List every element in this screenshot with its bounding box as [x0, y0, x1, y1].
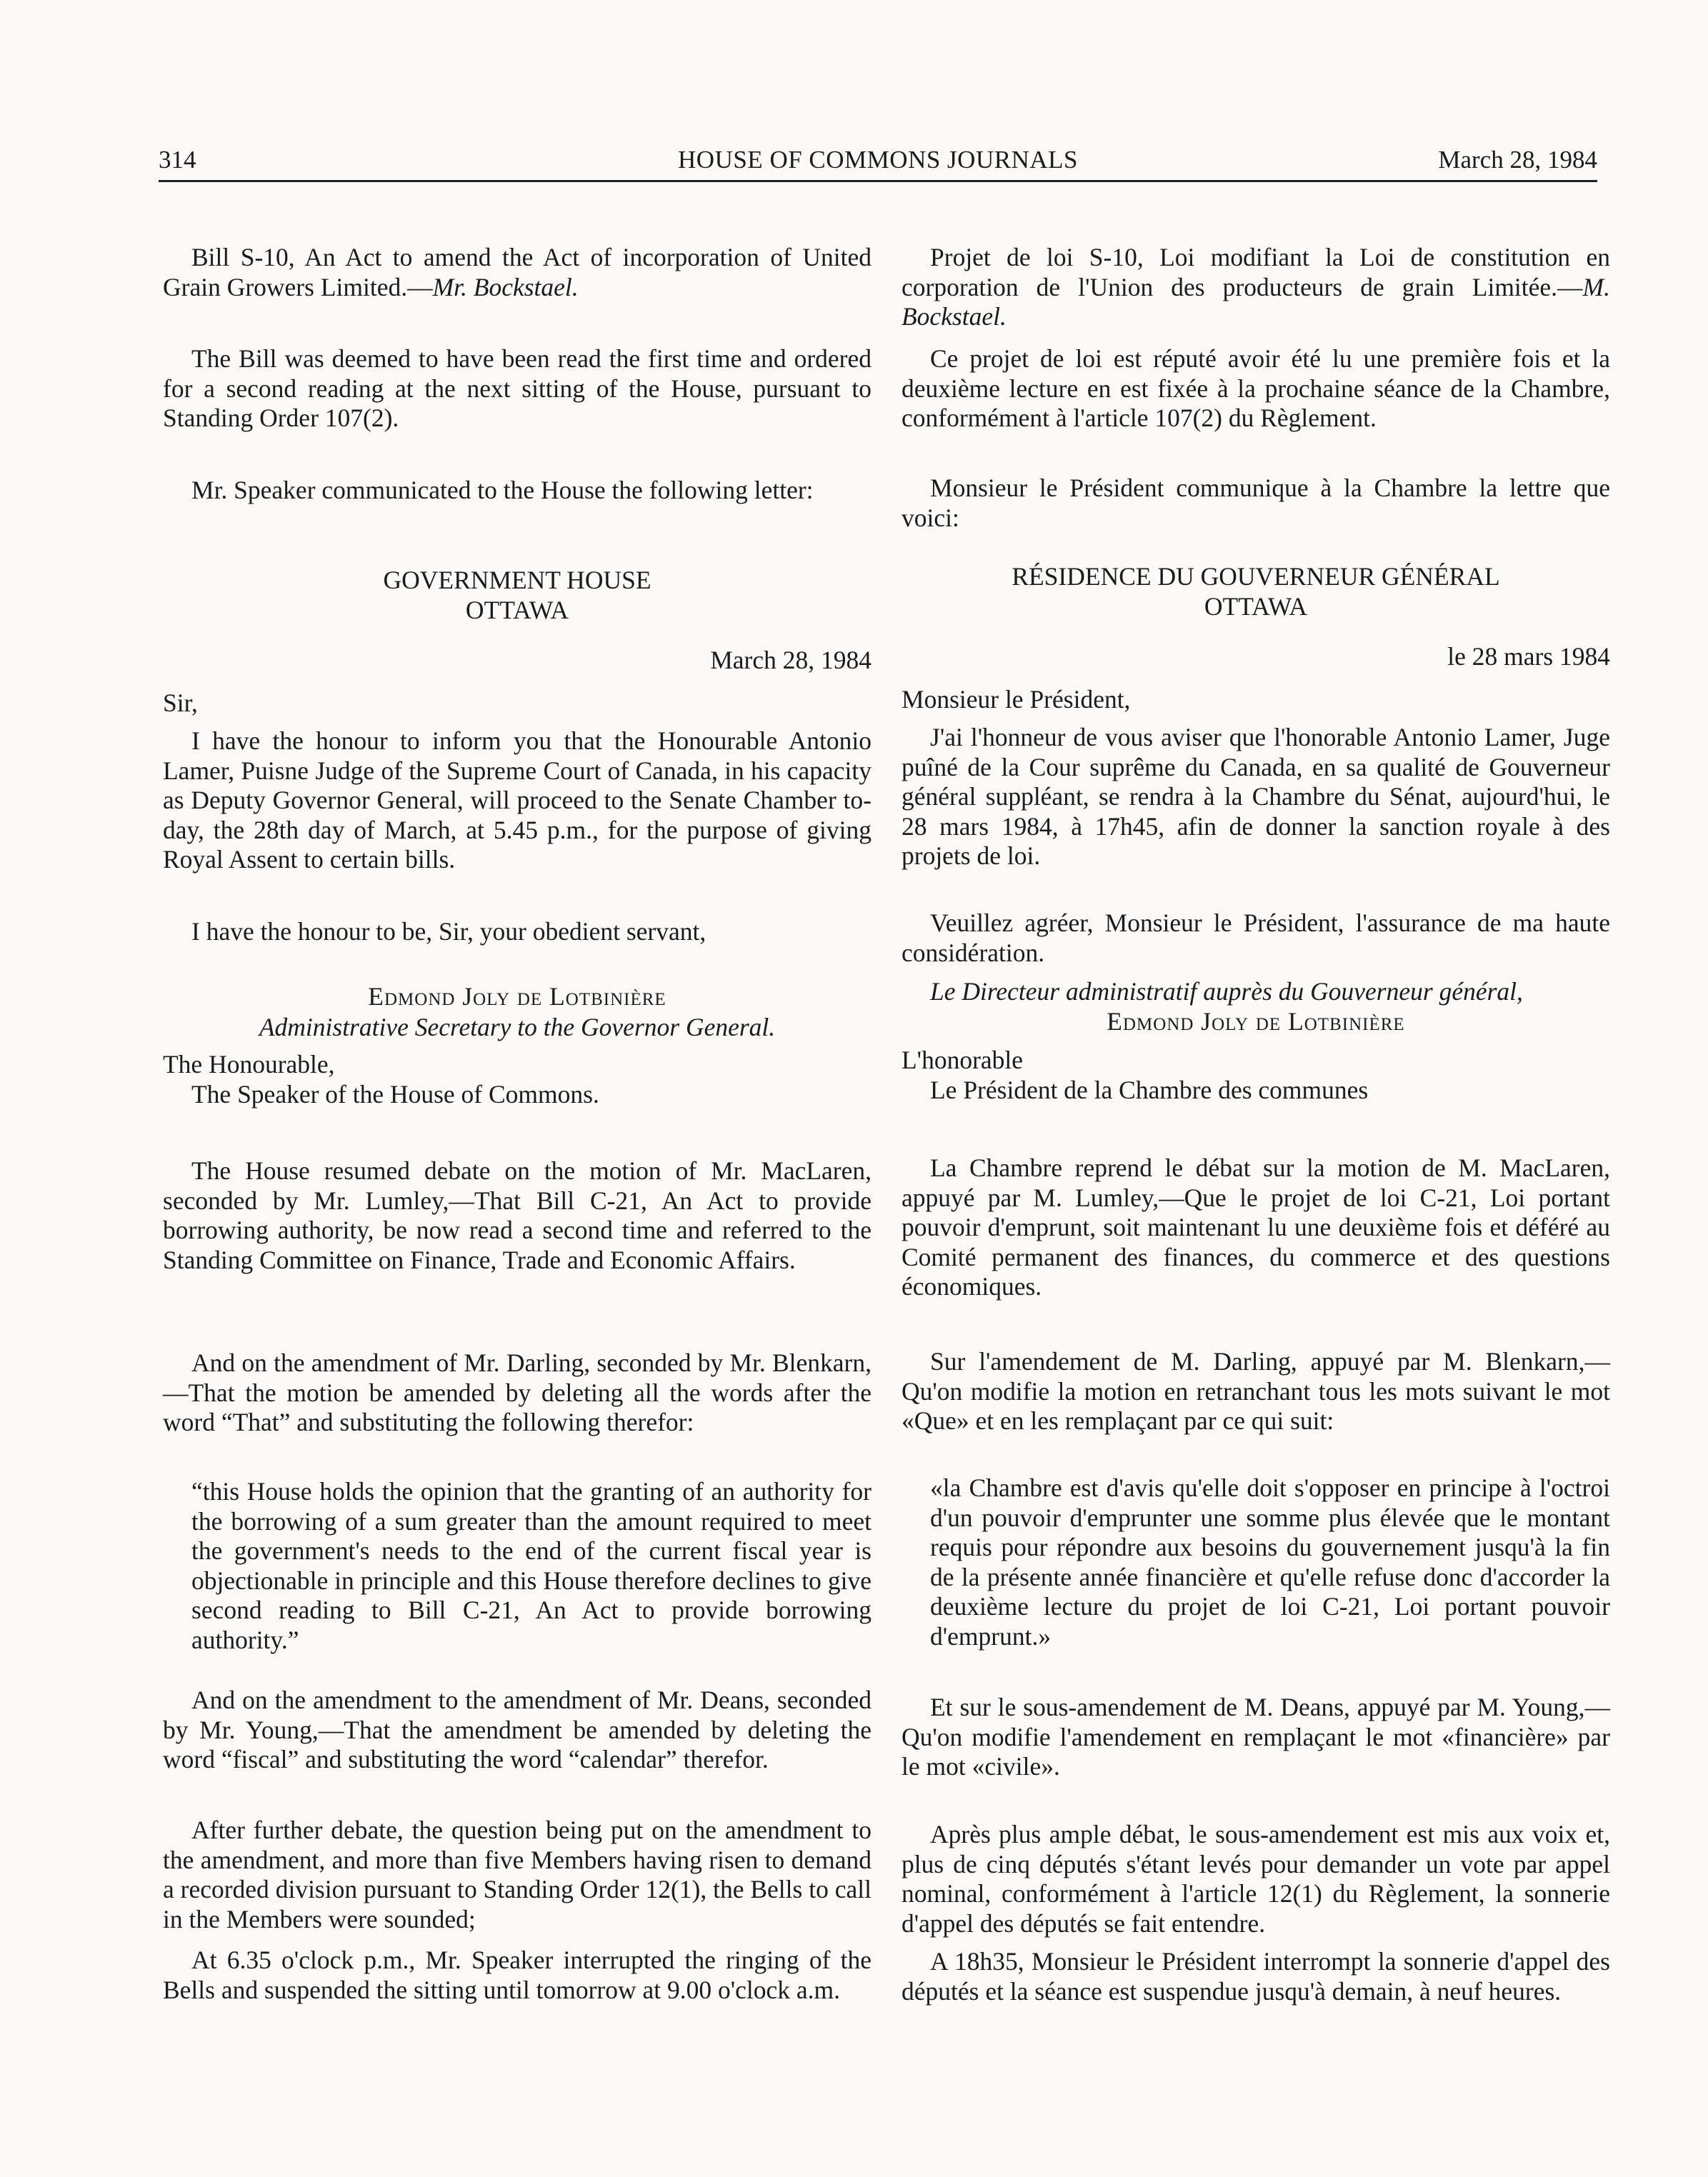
page-number: 314 — [159, 146, 196, 174]
amendment-quote-fr: «la Chambre est d'avis qu'elle doit s'opposer en principe à l'octroi d'un pouvoir d'emprunter une somme plus élevée que le montant requis pour répondre aux besoins du gouvernement jusqu'à la fin de la présente année financière et qu'elle refuse donc d'accorder la deuxième lecture du projet de loi C-21, Loi portant pouvoir d'emprunt.» — [930, 1473, 1610, 1651]
addressee-line-1: The Honourable, — [163, 1050, 335, 1079]
letter-date: March 28, 1984 — [710, 646, 872, 674]
letter-closing: I have the honour to be, Sir, your obedient servant, — [191, 917, 706, 946]
bill-sponsor: Mr. Bockstael. — [432, 272, 579, 301]
bill-deemed-paragraph-fr: Ce projet de loi est réputé avoir été lu une première fois et la deuxième lecture en est fixée à la prochaine séance de la Chambre, conformément à l'article 107(2) du Règlement. — [902, 344, 1610, 432]
journal-title: HOUSE OF COMMONS JOURNALS — [678, 146, 1078, 174]
speaker-intro-fr: Monsieur le Président communique à la Chambre la lettre que voici: — [902, 474, 1610, 532]
letter-heading-line-1: GOVERNMENT HOUSE — [383, 566, 651, 594]
signatory-title: Administrative Secretary to the Governor General. — [259, 1013, 776, 1041]
letter-heading-fr-line-2: OTTAWA — [1204, 591, 1308, 621]
letter-salutation-fr: Monsieur le Président, — [902, 685, 1131, 714]
bill-sponsor-fr: M. Bockstael. — [902, 272, 1610, 331]
signatory-name-fr: Edmond Joly de Lotbinière — [1107, 1007, 1405, 1036]
subamendment-paragraph: And on the amendment to the amendment of Mr. Deans, seconded by Mr. Young,—That the amendment be amended by deleting the word “fiscal” and substituting the word “calendar” therefor. — [163, 1686, 872, 1773]
signatory-name: Edmond Joly de Lotbinière — [368, 982, 666, 1011]
header-date: March 28, 1984 — [1438, 146, 1597, 174]
letter-heading-fr — [902, 562, 1610, 621]
further-debate-paragraph-fr: Après plus ample débat, le sous-amendement est mis aux voix et, plus de cinq députés s'étant levés pour demander un vote par appel nominal, conformément à l'article 12(1) du Règlement, la sonnerie d'appel des députés se fait entendre. — [902, 1820, 1610, 1938]
sitting-suspended-paragraph-fr: A 18h35, Monsieur le Président interrompt la sonnerie d'appel des députés et la séance est suspendue jusqu'à demain, à neuf heures. — [902, 1947, 1610, 2006]
speaker-intro: Mr. Speaker communicated to the House the following letter: — [191, 476, 814, 504]
bill-text-fr: Projet de loi S-10, Loi modifiant la Loi de constitution en corporation de l'Union des producteurs de grain Limitée.— — [902, 243, 1610, 301]
amendment-paragraph-fr: Sur l'amendement de M. Darling, appuyé par M. Blenkarn,—Qu'on modifie la motion en retranchant tous les mots suivant le mot «Que» et en les remplaçant par ce qui suit: — [902, 1347, 1610, 1435]
letter-body-fr: J'ai l'honneur de vous aviser que l'honorable Antonio Lamer, Juge puîné de la Cour suprême du Canada, en sa qualité de Gouverneur général suppléant, se rendra à la Chambre du Sénat, aujourd'hui, le 28 mars 1984, à 17h45, afin de donner la sanction royale à des projets de loi. — [902, 723, 1610, 870]
addressee-fr-line-1: L'honorable — [902, 1046, 1024, 1074]
page-header — [159, 143, 1597, 182]
sitting-suspended-paragraph: At 6.35 o'clock p.m., Mr. Speaker interrupted the ringing of the Bells and suspended the sitting until tomorrow at 9.00 o'clock a.m. — [163, 1946, 872, 2004]
letter-salutation: Sir, — [163, 689, 198, 717]
letter-addressee-fr — [902, 1046, 1610, 1105]
letter-closing-fr: Veuillez agréer, Monsieur le Président, l'assurance de ma haute considération. — [902, 909, 1610, 967]
signatory-title-fr: Le Directeur administratif auprès du Gouverneur général, — [930, 977, 1523, 1006]
letter-heading — [163, 566, 872, 625]
debate-resumed-paragraph: The House resumed debate on the motion of Mr. MacLaren, seconded by Mr. Lumley,—That Bill C-21, An Act to provide borrowing authority, be now read a second time and referred to the Standing Committee on Finance, Trade and Economic Affairs. — [163, 1156, 872, 1274]
letter-heading-fr-line-1: RÉSIDENCE DU GOUVERNEUR GÉNÉRAL — [1012, 562, 1500, 591]
letter-body: I have the honour to inform you that the Honourable Antonio Lamer, Puisne Judge of the Supreme Court of Canada, in his capacity as Deputy Governor General, will proceed to the Senate Chamber to-day, the 28th day of March, at 5.45 p.m., for the purpose of giving Royal Assent to certain bills. — [163, 726, 872, 874]
bill-text: Bill S-10, An Act to amend the Act of incorporation of United Grain Growers Limited.— — [163, 243, 872, 301]
letter-date-fr: le 28 mars 1984 — [1447, 642, 1610, 671]
bill-deemed-paragraph: The Bill was deemed to have been read the first time and ordered for a second reading at the next sitting of the House, pursuant to Standing Order 107(2). — [163, 344, 872, 432]
bill-s10-entry — [163, 243, 872, 302]
addressee-line-2: The Speaker of the House of Commons. — [191, 1079, 599, 1108]
letter-addressee — [163, 1050, 872, 1109]
amendment-paragraph: And on the amendment of Mr. Darling, seconded by Mr. Blenkarn,—That the motion be amended by deleting all the words after the word “That” and substituting the following therefor: — [163, 1348, 872, 1436]
further-debate-paragraph: After further debate, the question being put on the amendment to the amendment, and more than five Members having risen to demand a recorded division pursuant to Standing Order 12(1), the Bells to call in the Members were sounded; — [163, 1816, 872, 1933]
addressee-fr-line-2: Le Président de la Chambre des communes — [930, 1075, 1369, 1104]
subamendment-paragraph-fr: Et sur le sous-amendement de M. Deans, appuyé par M. Young,—Qu'on modifie l'amendement en remplaçant le mot «financière» par le mot «civile». — [902, 1693, 1610, 1781]
debate-resumed-paragraph-fr: La Chambre reprend le débat sur la motion de M. MacLaren, appuyé par M. Lumley,—Que le projet de loi C-21, Loi portant pouvoir d'emprunt, soit maintenant lu une deuxième fois et déféré au Comité permanent des finances, du commerce et des questions économiques. — [902, 1153, 1610, 1301]
amendment-quote: “this House holds the opinion that the granting of an authority for the borrowing of a sum greater than the amount required to meet the government's needs to the end of the current fiscal year is objectionable in principle and this House therefore declines to give second reading to Bill C-21, An Act to provide borrowing authority.” — [191, 1477, 872, 1654]
bill-s10-entry-fr — [902, 243, 1610, 332]
letter-heading-line-2: OTTAWA — [465, 595, 569, 624]
